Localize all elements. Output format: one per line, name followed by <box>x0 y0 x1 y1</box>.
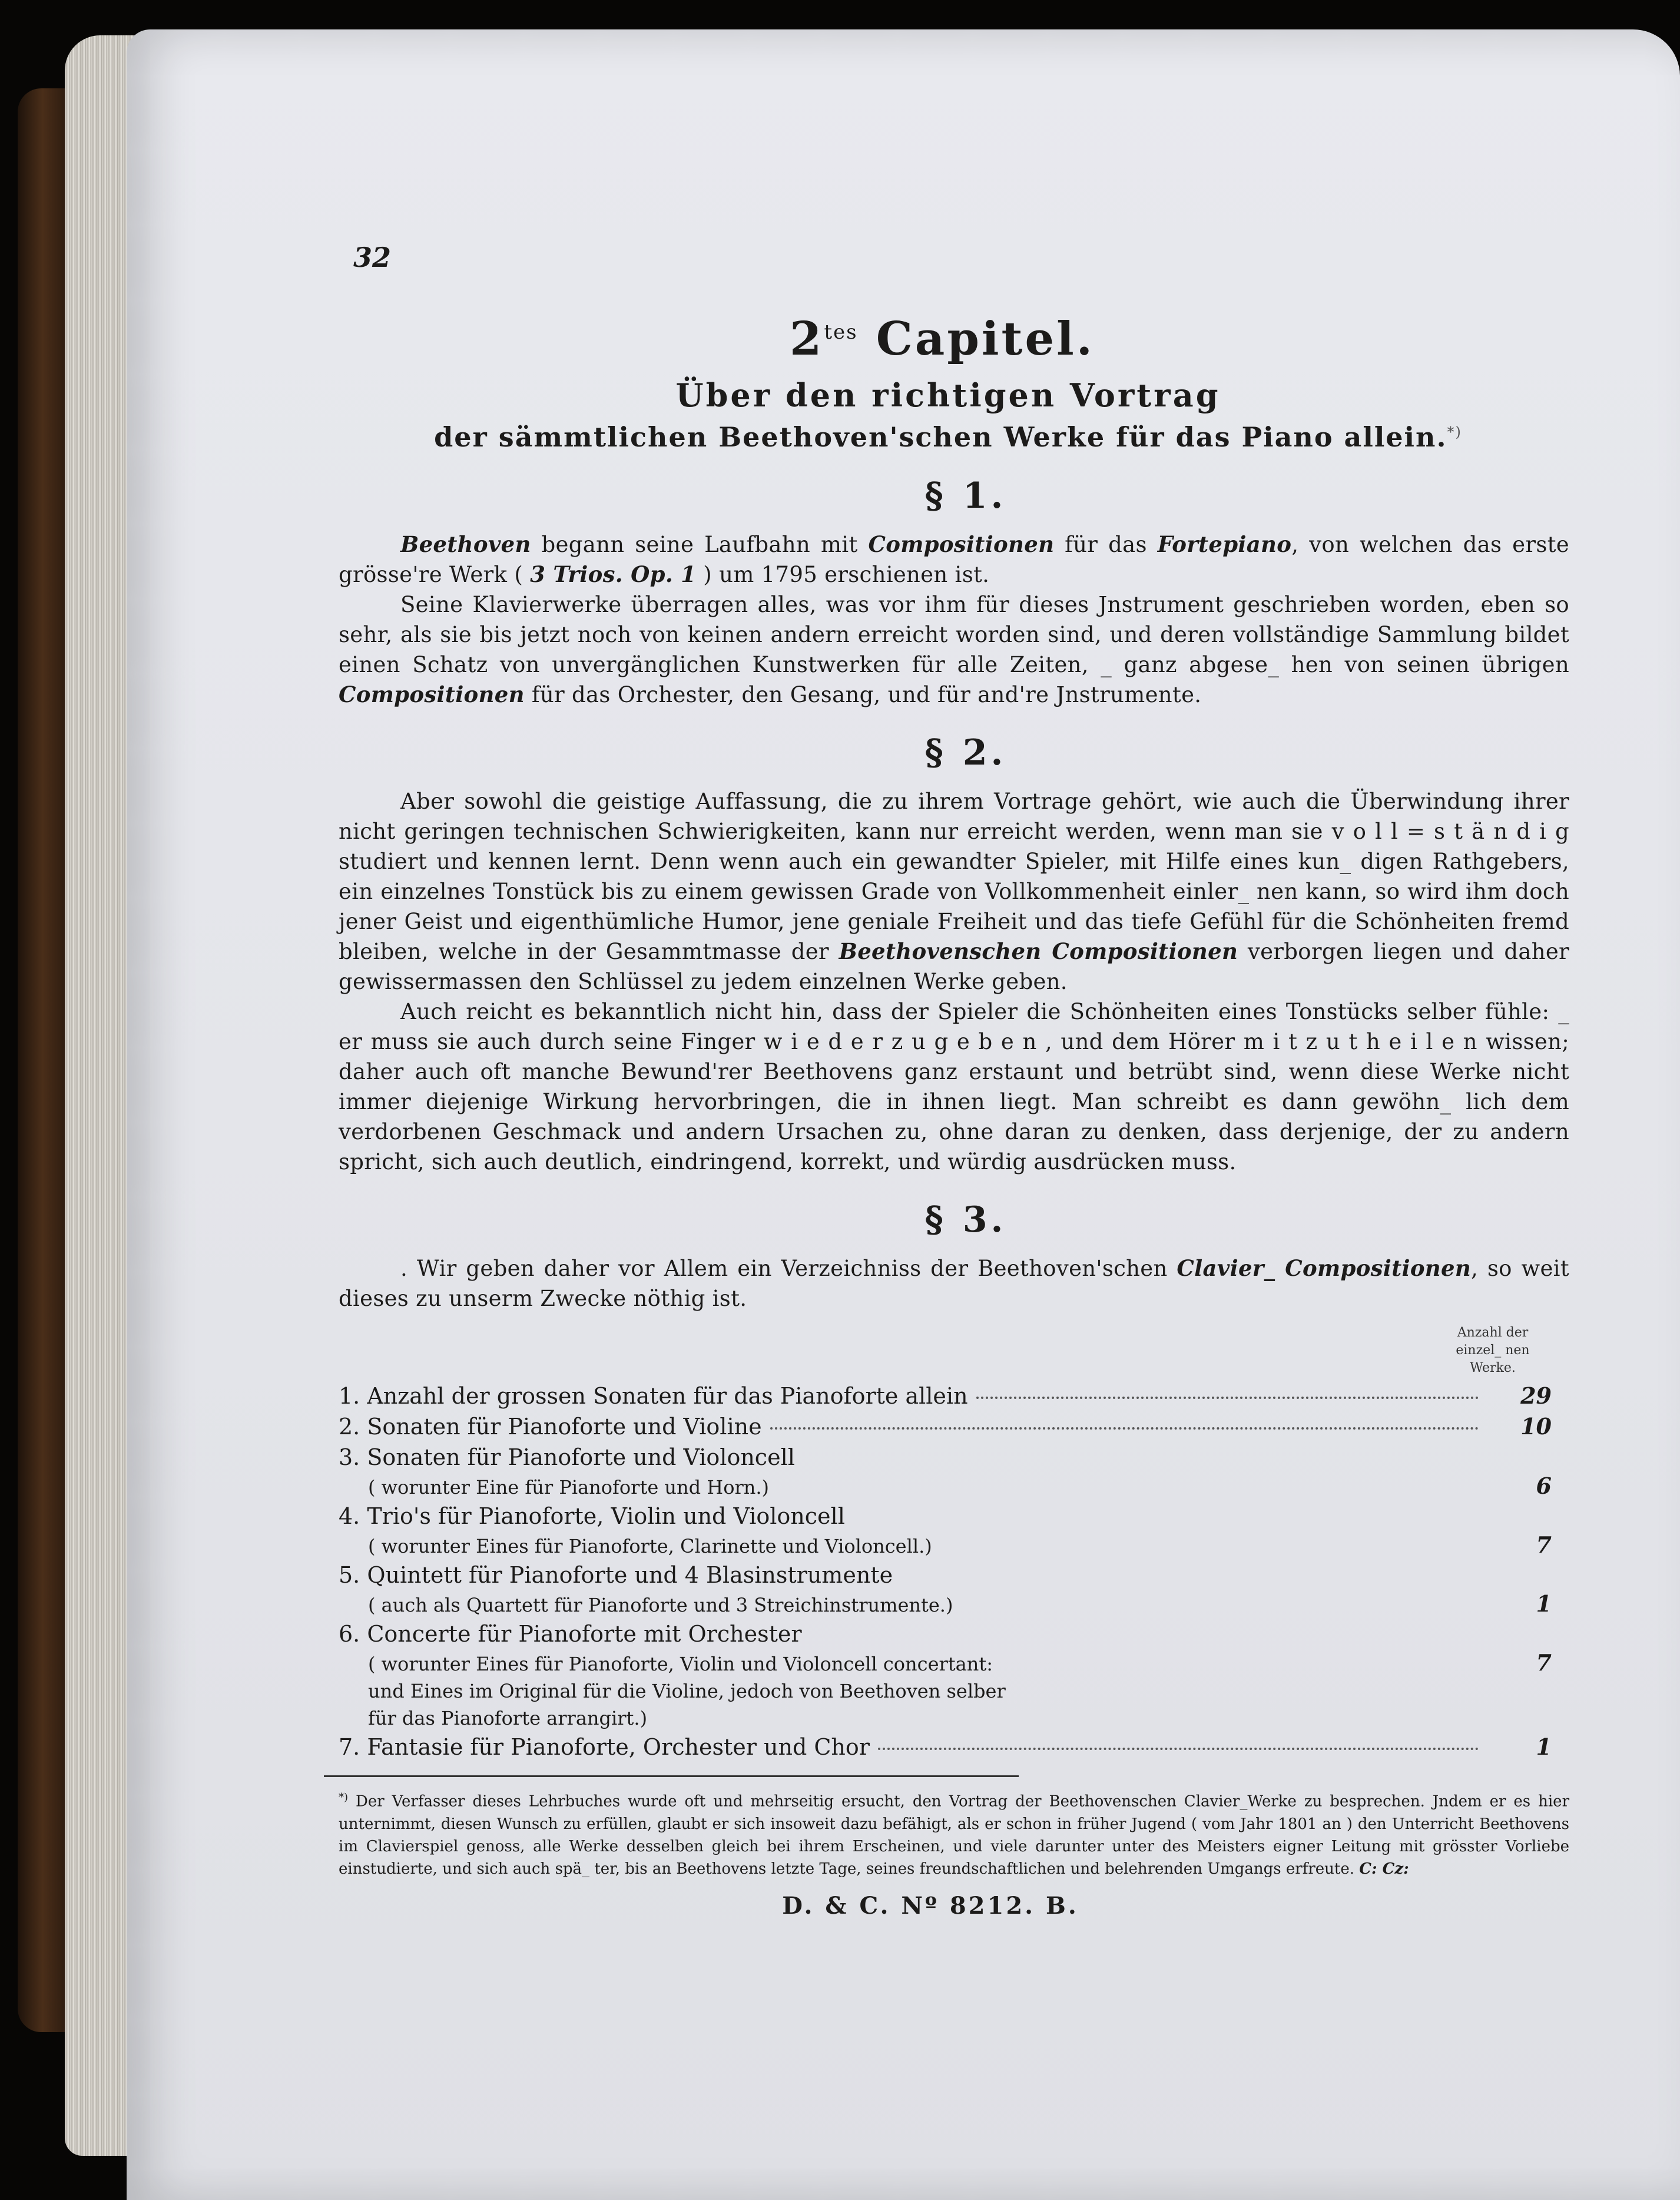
plate-number: D. & C. Nº 8212. B. <box>782 1891 1079 1920</box>
chapter-label: Capitel. <box>876 312 1095 366</box>
emphasis-text: Compositionen <box>868 531 1055 557</box>
work-item <box>339 1501 1569 1531</box>
work-item <box>339 1732 1569 1762</box>
paragraph-text: Aber sowohl die geistige Auffassung, die zu ihrem Vortrage gehört, wie auch die Überwindung ihrer nicht geringen technischen Schwierigkeiten, kann nur erreicht werden, wenn man sie v o l l = s t ä n d i g studiert und kennen lernt. Denn wenn auch ein gewandter Spieler, mit Hilfe eines kun_ digen Rathgebers, ein einzelnes Tonstück bis zu einem gewissen Grade von Vollkommenheit einler_ nen kann, so wird ihm doch jener Geist und eigenthümliche Humor, jene geniale Freiheit und das tiefe Gefühl für die Schönheiten fremd bleiben, welche in der Gesammtmasse der <box>339 789 1569 964</box>
work-subnote <box>339 1473 1569 1501</box>
subtitle-primary: Über den richtigen Vortrag <box>675 376 1221 414</box>
paragraph <box>339 1253 1569 1314</box>
footnote-mark: *) <box>339 1791 349 1804</box>
work-subnote-text: für das Pianoforte arrangirt.) <box>368 1707 648 1729</box>
work-subnote-text: ( worunter Eines für Pianoforte, Clarinette und Violoncell.) <box>368 1535 932 1557</box>
paragraph-text: verborgen liegen und daher gewissermassen den Schlüssel zu jedem einzelnen Werke geben. <box>339 939 1570 994</box>
paragraph-text: begann seine Laufbahn mit <box>531 532 869 557</box>
work-subnote-text: ( worunter Eines für Pianoforte, Violin und Violoncell concertant: <box>368 1653 993 1675</box>
work-subnote <box>339 1705 1569 1732</box>
footnote-reference: *) <box>1447 424 1462 441</box>
works-count-header-text: Anzahl der einzel_ nen Werke. <box>1456 1325 1530 1375</box>
paragraph-text: , so weit dieses zu unserm Zwecke nöthig ist. <box>339 1256 1569 1311</box>
work-label: 4. Trio's für Pianoforte, Violin und Violoncell <box>339 1503 845 1529</box>
paragraph <box>339 997 1569 1177</box>
sections <box>339 475 1569 1314</box>
work-count: 1 <box>1536 1590 1552 1617</box>
paragraph-text: für das Orchester, den Gesang, und für and're Jnstrumente. <box>524 682 1202 707</box>
paragraph-text: ) um 1795 erschienen ist. <box>696 562 990 587</box>
subtitle-secondary <box>327 421 1569 453</box>
emphasis-text: Fortepiano <box>1157 531 1292 557</box>
chapter-suffix: tes <box>824 320 858 344</box>
work-item <box>339 1560 1569 1590</box>
chapter-number: 2 <box>790 312 824 366</box>
footnote-rule <box>324 1775 1019 1777</box>
work-label: 6. Concerte für Pianoforte mit Orchester <box>339 1621 802 1647</box>
paragraph-text: Seine Klavierwerke überragen alles, was vor ihm für dieses Jnstrument geschrieben worden, eben so sehr, als sie bis jetzt noch von keinen andern erreicht worden sind, und deren vollständige Sammlung bildet einen Schatz von unvergänglichen Kunstwerken für alle Zeiten, _ ganz abgese_ hen von seinen übrigen <box>339 592 1569 677</box>
work-count: 6 <box>1536 1473 1552 1499</box>
emphasis-text: Compositionen <box>339 681 525 707</box>
work-count: 29 <box>1520 1382 1552 1409</box>
emphasis-text: Beethoven <box>400 531 531 557</box>
work-item <box>339 1411 1569 1442</box>
section-heading: § 2. <box>925 732 1007 773</box>
footnote-text: Der Verfasser dieses Lehrbuches wurde oft und mehrseitig ersucht, den Vortrag der Beethovenschen Clavier_Werke zu besprechen. Jndem er es hier unternimmt, diesen Wunsch zu erfüllen, glaubt er sich insoweit dazu befähigt, als er schon in früher Jugend ( vom Jahr 1801 an ) den Unterricht Beethovens im Clavierspiel genoss, alle Werke desselben gleich bei ihrem Erscheinen, und viele darunter unter des Meisters eigner Leitung mit grösster Vorliebe einstudierte, und sich auch spä_ ter, bis an Beethovens letzte Tage, seines freundschaftlichen und belehrenden Umgangs erfreute. <box>339 1792 1570 1878</box>
page-number: 32 <box>353 241 392 273</box>
work-label: 3. Sonaten für Pianoforte und Violoncell <box>339 1444 795 1470</box>
section-heading: § 1. <box>925 475 1007 517</box>
paragraph-text: . Wir geben daher vor Allem ein Verzeichniss der Beethoven'schen <box>400 1256 1177 1281</box>
leader-dots <box>976 1397 1479 1399</box>
page-content <box>339 236 1569 1920</box>
section-heading: § 3. <box>925 1199 1007 1240</box>
emphasis-text: Clavier_ Compositionen <box>1177 1255 1472 1281</box>
paragraph-text: , von welchen das erste grösse're Werk ( <box>339 532 1569 587</box>
work-subnote <box>339 1590 1569 1619</box>
work-subnote <box>339 1678 1569 1705</box>
work-count: 7 <box>1536 1649 1552 1676</box>
paragraph-text: für das <box>1054 532 1158 557</box>
work-item <box>339 1442 1569 1473</box>
leader-dots <box>878 1748 1479 1750</box>
emphasis-text: 3 Trios. Op. 1 <box>530 561 697 587</box>
leader-dots <box>770 1427 1479 1430</box>
work-label: 5. Quintett für Pianoforte und 4 Blasinstrumente <box>339 1562 893 1588</box>
work-count: 1 <box>1536 1733 1552 1760</box>
work-item <box>339 1381 1569 1411</box>
paragraph <box>339 786 1569 997</box>
footnote-signature: C: Cz: <box>1359 1860 1409 1878</box>
work-subnote <box>339 1531 1569 1560</box>
paragraph <box>339 590 1569 710</box>
work-label: 1. Anzahl der grossen Sonaten für das Pianoforte allein <box>339 1383 968 1409</box>
emphasis-text: Beethovenschen Compositionen <box>839 938 1238 964</box>
work-subnote-text: und Eines im Original für die Violine, jedoch von Beethoven selber <box>368 1680 1006 1702</box>
work-label: 7. Fantasie für Pianoforte, Orchester und Chor <box>339 1734 870 1760</box>
work-count: 10 <box>1520 1413 1552 1440</box>
work-count: 7 <box>1536 1531 1552 1558</box>
subtitle-secondary-text: der sämmtlichen Beethoven'schen Werke für das Piano allein. <box>434 421 1447 453</box>
works-count-header <box>339 1324 1569 1377</box>
work-subnote-text: ( worunter Eine für Pianoforte und Horn.) <box>368 1476 770 1498</box>
work-subnote <box>339 1649 1569 1678</box>
work-label: 2. Sonaten für Pianoforte und Violine <box>339 1414 762 1440</box>
footnote <box>339 1787 1569 1880</box>
paragraph-text: Auch reicht es bekanntlich nicht hin, dass der Spieler die Schönheiten eines Tonstücks selber fühle: _ er muss sie auch durch seine Finger w i e d e r z u g e b e n , und dem Hörer m i t z u t h e i l e n wissen; daher auch oft manche Bewund'rer Beethovens ganz erstaunt und betrübt sind, wenn diese Werke nicht immer diejenige Wirkung hervorbringen, die in ihnen liegt. Man schreibt es dann gewöhn_ lich dem verdorbenen Geschmack und andern Ursachen zu, ohne daran zu denken, dass derjenige, der zu andern spricht, sich auch deutlich, eindringend, korrekt, und würdig ausdrücken muss. <box>339 999 1569 1175</box>
chapter-title <box>315 312 1569 366</box>
work-item <box>339 1619 1569 1649</box>
works-list <box>339 1381 1569 1762</box>
work-subnote-text: ( auch als Quartett für Pianoforte und 3 Streichinstrumente.) <box>368 1594 953 1616</box>
paragraph <box>339 530 1569 590</box>
